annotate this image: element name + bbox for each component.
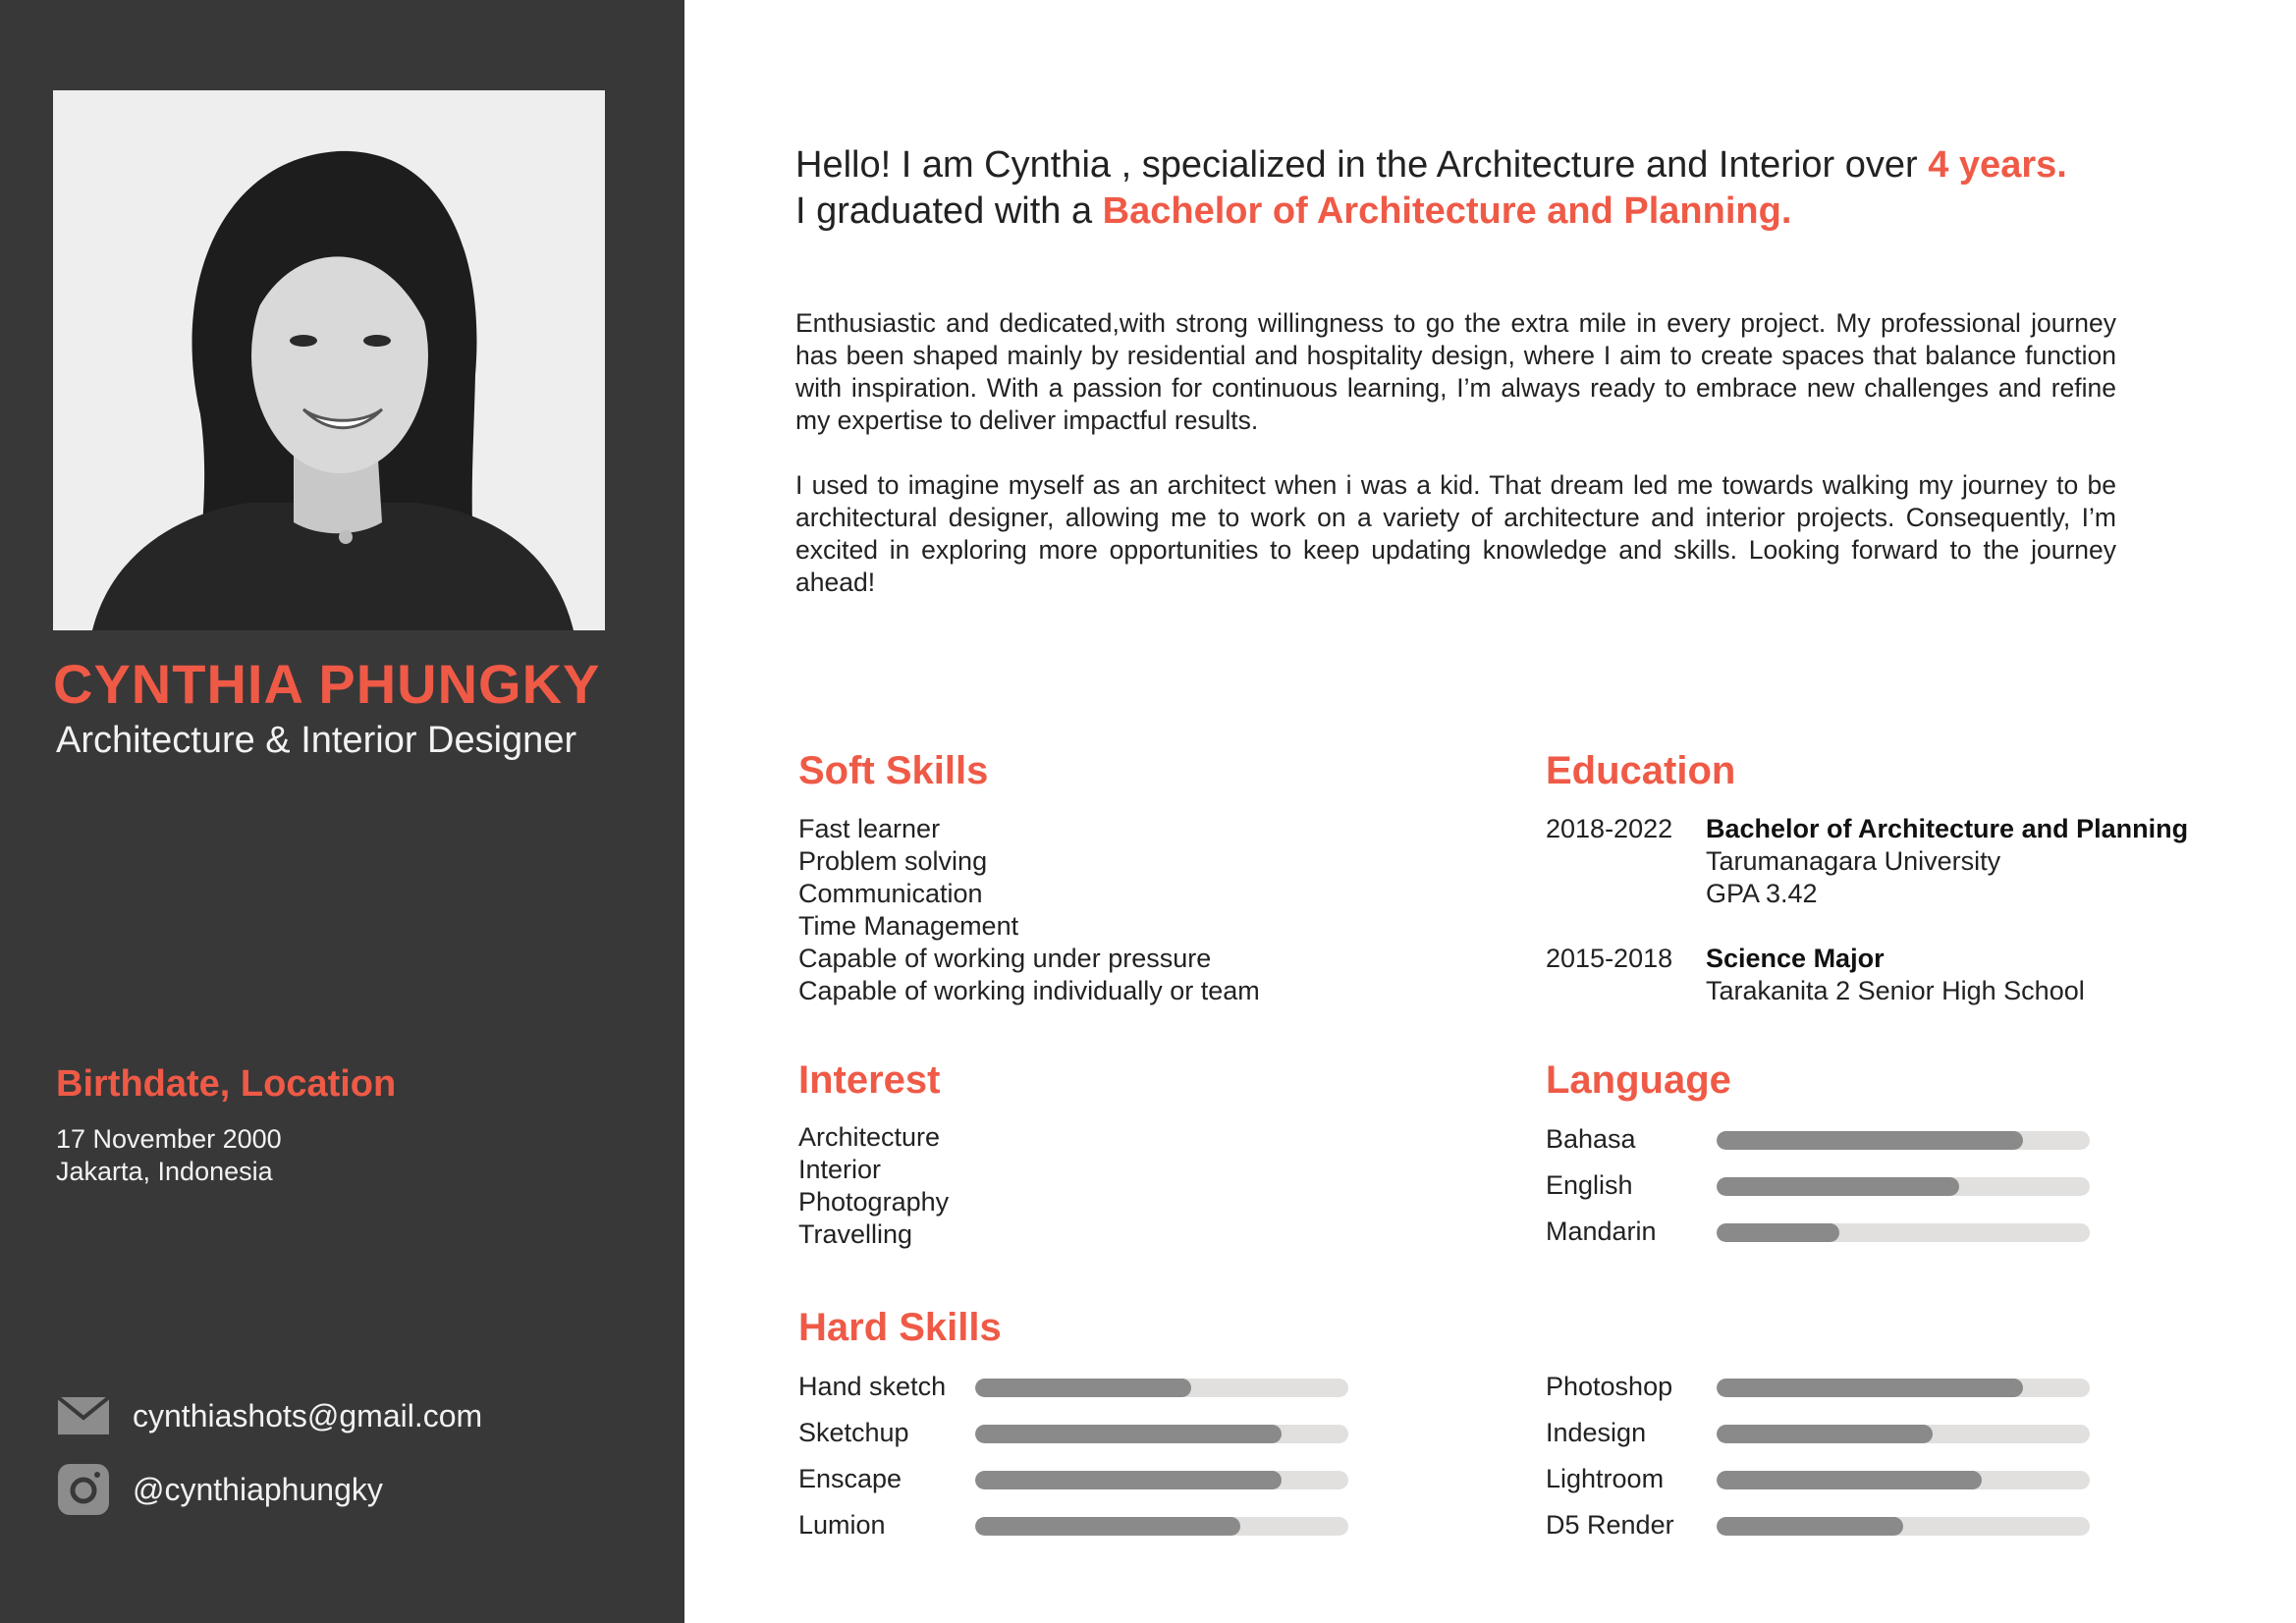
hard-skill-level-fill xyxy=(1717,1517,1903,1536)
intro-degree-highlight: Bachelor of Architecture and Planning xyxy=(1102,190,1781,232)
language-row xyxy=(1546,1119,2090,1159)
interest-title: Interest xyxy=(798,1058,941,1102)
hard-skill-label: Lightroom xyxy=(1546,1464,1665,1493)
mail-icon xyxy=(56,1388,111,1443)
list-item: Photography xyxy=(798,1187,950,1217)
education-gpa: GPA 3.42 xyxy=(1706,879,1818,908)
language-level-fill xyxy=(1717,1131,2023,1150)
hard-skill-track xyxy=(975,1425,1348,1443)
intro-period: . xyxy=(1780,190,1792,232)
hard-skill-track xyxy=(975,1379,1348,1397)
education-years: 2018-2022 xyxy=(1546,814,1673,843)
hard-skill-track xyxy=(1717,1379,2090,1397)
list-item: Communication xyxy=(798,879,983,908)
education-school: Tarakanita 2 Senior High School xyxy=(1706,976,2085,1005)
list-item: Capable of working under pressure xyxy=(798,944,1212,973)
language-track xyxy=(1717,1177,2090,1196)
language-row xyxy=(1546,1212,2090,1251)
birth-heading: Birthdate, Location xyxy=(56,1063,397,1105)
hard-skill-row xyxy=(1546,1505,2090,1544)
language-label: English xyxy=(1546,1170,1633,1200)
hard-skill-track xyxy=(1717,1425,2090,1443)
birth-date: 17 November 2000 xyxy=(56,1124,282,1154)
list-item: Interior xyxy=(798,1155,882,1184)
hard-skill-row xyxy=(1546,1367,2090,1406)
contact-instagram[interactable] xyxy=(56,1462,383,1517)
hard-skill-level-fill xyxy=(1717,1379,2023,1397)
portrait-photo xyxy=(53,90,605,630)
intro-line-2-text: I graduated with a xyxy=(795,190,1103,232)
hard-skill-track xyxy=(975,1471,1348,1489)
education-school: Tarumanagara University xyxy=(1706,846,2001,876)
language-track xyxy=(1717,1223,2090,1242)
about-paragraph-2: I used to imagine myself as an architect when i was a kid. That dream led me towards walking my journey to be architectural designer, allowing me to work on a variety of architecture and interior projects. Consequently, I’m excited in exploring more opportunities to keep updating knowledge and skills. Looking forward to the journey ahead! xyxy=(795,470,2116,597)
hard-skill-track xyxy=(975,1517,1348,1536)
interest-list xyxy=(798,1121,949,1251)
birth-details xyxy=(56,1123,282,1188)
hard-skill-label: D5 Render xyxy=(1546,1510,1674,1540)
hard-skill-label: Sketchup xyxy=(798,1418,909,1447)
hard-skill-level-fill xyxy=(975,1471,1282,1489)
language-label: Mandarin xyxy=(1546,1217,1657,1246)
profile-photo xyxy=(53,90,605,630)
hard-skill-row xyxy=(798,1413,1348,1452)
language-label: Bahasa xyxy=(1546,1124,1636,1154)
hard-skill-row xyxy=(798,1505,1348,1544)
hard-skill-row xyxy=(1546,1459,2090,1498)
education-details xyxy=(1706,943,2085,1007)
birth-location: Jakarta, Indonesia xyxy=(56,1157,273,1186)
education-years: 2015-2018 xyxy=(1546,944,1673,973)
list-item: Problem solving xyxy=(798,846,988,876)
hard-skill-track xyxy=(1717,1517,2090,1536)
hard-skill-label: Hand sketch xyxy=(798,1372,947,1401)
hard-skill-level-fill xyxy=(975,1425,1282,1443)
profile-name: CYNTHIA PHUNGKY xyxy=(53,653,601,715)
hard-skill-label: Enscape xyxy=(798,1464,902,1493)
hard-skill-level-fill xyxy=(1717,1471,1982,1489)
intro-line-2 xyxy=(795,189,2067,235)
list-item: Fast learner xyxy=(798,814,941,843)
profile-role: Architecture & Interior Designer xyxy=(56,720,577,761)
hard-skill-track xyxy=(1717,1471,2090,1489)
hard-skill-level-fill xyxy=(975,1379,1191,1397)
education-degree: Science Major xyxy=(1706,944,1885,973)
list-item: Architecture xyxy=(798,1122,941,1152)
education-degree: Bachelor of Architecture and Planning xyxy=(1706,814,2189,843)
hard-skill-label: Lumion xyxy=(798,1510,886,1540)
hard-skill-row xyxy=(798,1459,1348,1498)
sidebar xyxy=(0,0,684,1623)
hard-skill-label: Indesign xyxy=(1546,1418,1647,1447)
hard-skill-level-fill xyxy=(1717,1425,1933,1443)
email-text[interactable]: cynthiashots@gmail.com xyxy=(133,1397,483,1434)
intro-statement xyxy=(795,142,2067,235)
list-item: Time Management xyxy=(798,911,1019,941)
hard-skill-label: Photoshop xyxy=(1546,1372,1673,1401)
language-level-fill xyxy=(1717,1223,1839,1242)
education-details xyxy=(1706,813,2188,910)
education-title: Education xyxy=(1546,749,1736,792)
intro-line-1 xyxy=(795,142,2067,189)
hard-skills-title: Hard Skills xyxy=(798,1306,1002,1349)
instagram-text[interactable]: @cynthiaphungky xyxy=(133,1471,383,1507)
contact-email[interactable] xyxy=(56,1388,482,1443)
hard-skill-level-fill xyxy=(975,1517,1240,1536)
soft-skills-title: Soft Skills xyxy=(798,749,989,792)
list-item: Travelling xyxy=(798,1219,913,1249)
intro-line-1-text: Hello! I am Cynthia , specialized in the Architecture and Interior over xyxy=(795,144,1929,186)
language-track xyxy=(1717,1131,2090,1150)
instagram-icon xyxy=(56,1462,111,1517)
about-paragraph-1: Enthusiastic and dedicated,with strong willingness to go the extra mile in every project. My professional journey has been shaped mainly by residential and hospitality design, where I aim to create spaces that balance function with inspiration. With a passion for continuous learning, I’m always ready to embrace new challenges and refine my expertise to deliver impactful results. xyxy=(795,308,2116,435)
soft-skills-list xyxy=(798,813,1260,1007)
hard-skill-row xyxy=(1546,1413,2090,1452)
language-row xyxy=(1546,1165,2090,1205)
intro-years-highlight: 4 years. xyxy=(1928,144,2067,186)
language-level-fill xyxy=(1717,1177,1959,1196)
hard-skill-row xyxy=(798,1367,1348,1406)
list-item: Capable of working individually or team xyxy=(798,976,1260,1005)
language-title: Language xyxy=(1546,1058,1731,1102)
